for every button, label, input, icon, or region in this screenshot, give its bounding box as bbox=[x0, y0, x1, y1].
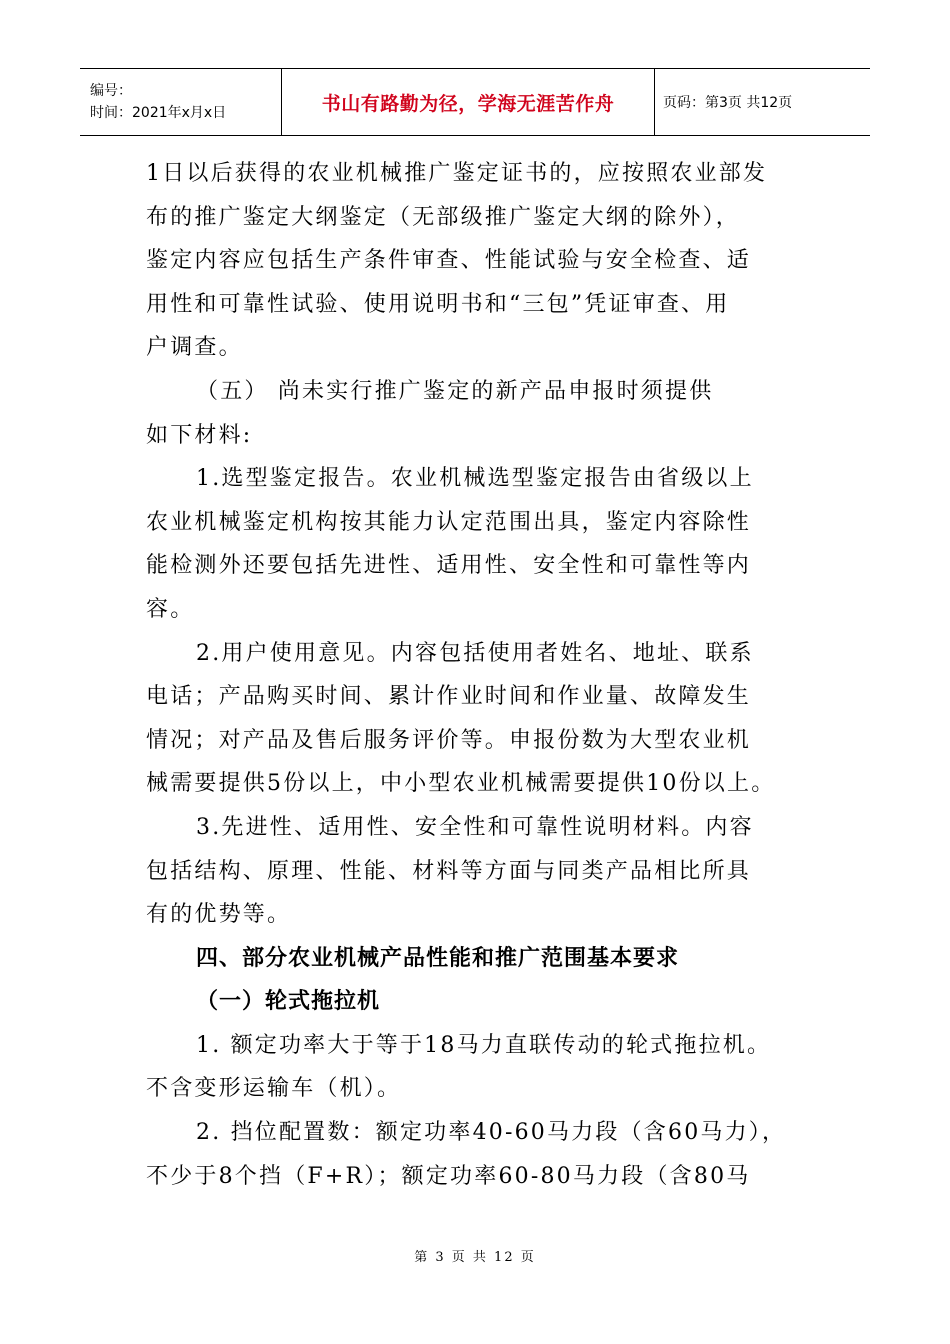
header-meta bbox=[80, 69, 282, 135]
page-footer: 第 3 页 共 12 页 bbox=[414, 1250, 536, 1265]
subsection-heading: （一）轮式拖拉机 bbox=[196, 989, 381, 1015]
page-header bbox=[80, 68, 870, 136]
page-info: 页码：第3页 共12页 bbox=[663, 95, 793, 111]
section-five-line: （五） 尚未实行推广鉴定的新产品申报时须提供 bbox=[196, 378, 714, 404]
text-line: 1日以后获得的农业机械推广鉴定证书的，应按照农业部发 bbox=[146, 161, 768, 186]
text-line: 械需要提供5份以上，中小型农业机械需要提供10份以上。 bbox=[146, 771, 776, 797]
text-line: 包括结构、原理、性能、材料等方面与同类产品相比所具 bbox=[146, 858, 752, 884]
header-page-cell bbox=[655, 69, 870, 135]
section-heading: 四、部分农业机械产品性能和推广范围基本要求 bbox=[196, 945, 680, 971]
text-line: 2. 挡位配置数：额定功率40-60马力段（含60马力）， bbox=[196, 1120, 787, 1146]
text-line: 布的推广鉴定大纲鉴定（无部级推广鉴定大纲的除外）， bbox=[146, 204, 741, 230]
motto: 书山有路勤为径，学海无涯苦作舟 bbox=[321, 92, 615, 115]
header-motto-cell bbox=[282, 69, 655, 135]
item-1-line: 1.选型鉴定报告。农业机械选型鉴定报告由省级以上 bbox=[196, 466, 754, 492]
text-line: 情况；对产品及售后服务评价等。申报份数为大型农业机 bbox=[146, 727, 752, 753]
text-line: 1. 额定功率大于等于18马力直联传动的轮式拖拉机。 bbox=[196, 1032, 772, 1058]
text-line: 电话；产品购买时间、累计作业时间和作业量、故障发生 bbox=[146, 684, 752, 710]
doc-number: 编号： bbox=[90, 83, 132, 99]
text-line: 能检测外还要包括先进性、适用性、安全性和可靠性等内 bbox=[146, 553, 752, 579]
text-line: 如下材料: bbox=[146, 422, 253, 448]
item-2-line: 2.用户使用意见。内容包括使用者姓名、地址、联系 bbox=[196, 640, 754, 666]
text-line: 户调查。 bbox=[146, 335, 243, 361]
text-line: 不少于8个挡（F+R）；额定功率60-80马力段（含80马 bbox=[146, 1163, 751, 1189]
text-line: 不含变形运输车（机）。 bbox=[146, 1076, 402, 1102]
text-line: 用性和可靠性试验、使用说明书和“三包”凭证审查、用 bbox=[146, 291, 730, 317]
text-line: 有的优势等。 bbox=[146, 902, 292, 928]
text-line: 鉴定内容应包括生产条件审查、性能试验与安全检查、适 bbox=[146, 248, 752, 274]
text-line: 农业机械鉴定机构按其能力认定范围出具，鉴定内容除性 bbox=[146, 509, 752, 535]
doc-time: 时间：2021年x月x日 bbox=[90, 105, 227, 121]
text-line: 容。 bbox=[146, 596, 195, 622]
document-body bbox=[146, 152, 806, 1198]
item-3-line: 3.先进性、适用性、安全性和可靠性说明材料。内容 bbox=[196, 814, 754, 840]
